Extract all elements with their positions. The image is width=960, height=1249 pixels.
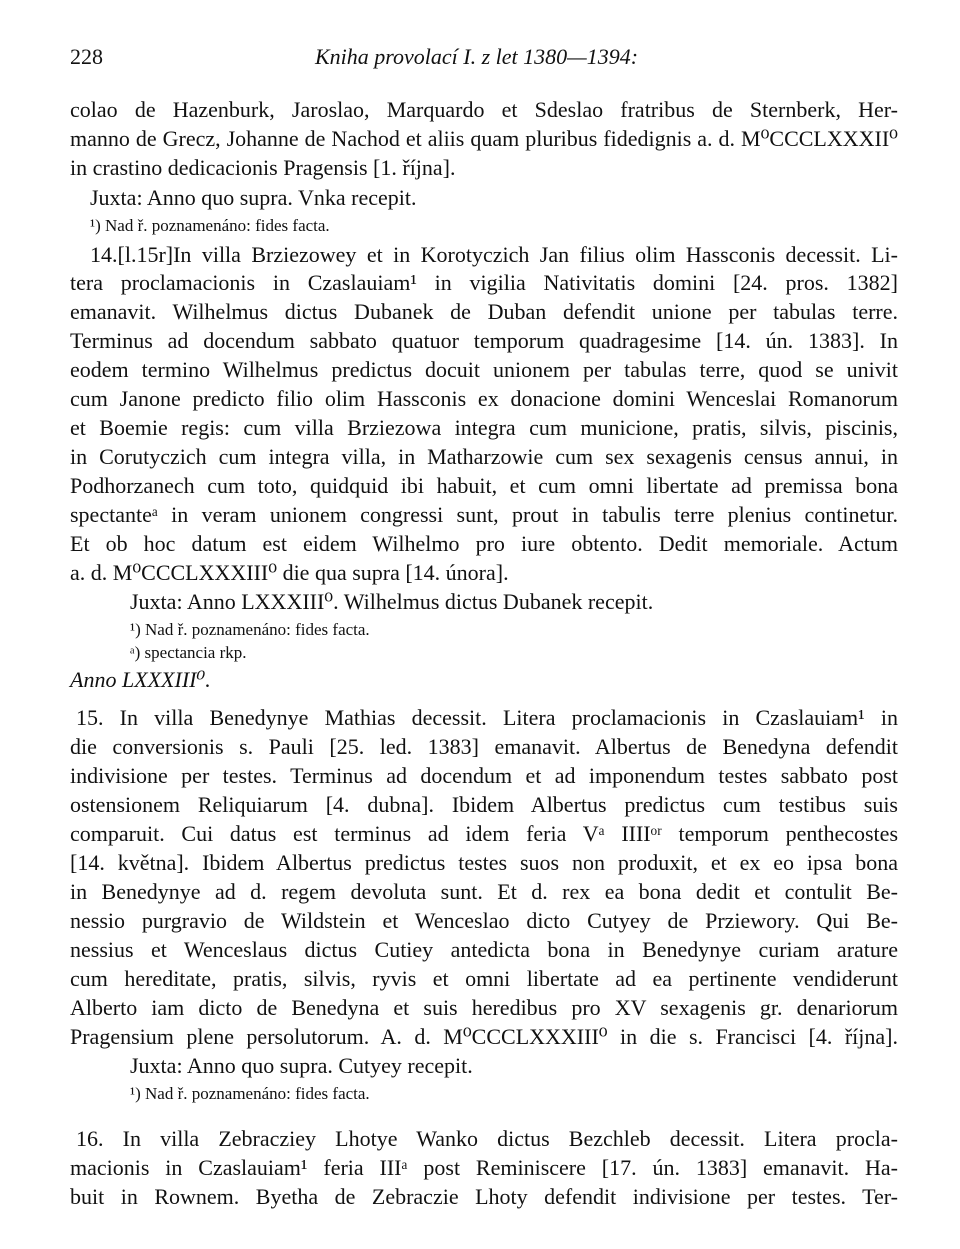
text-line: Et ob hoc datum est eidem Wilhelmo pro iure obtento. Dedit memoriale. Actum: [70, 531, 898, 556]
text-line: emanavit. Wilhelmus dictus Dubanek de Duban defendit unione per tabulas terre.: [70, 299, 898, 324]
text-line: tera proclamacionis in Czaslauiam¹ in vigilia Nativitatis domini [24. pros. 1382]: [70, 270, 898, 295]
text-line: in Corutyczich cum integra villa, in Matharzowie cum sex sexagenis census annui, in: [70, 444, 898, 469]
entry-15-first-line: 15. In villa Benedynye Mathias decessit. Litera proclamacionis in Czaslauiam¹ in: [76, 705, 898, 730]
text-line: Pragensium plene persolutorum. A. d. M⁰CCCLXXXIII⁰ in die s. Francisci [4. října].: [70, 1024, 898, 1049]
entry-14-first-line: 14.[l.15r]In villa Brziezowey et in Korotyczich Jan filius olim Hassconis decessit. Li-: [90, 242, 898, 267]
text-line: nessius et Wenceslaus dictus Cutiey antedicta bona in Benedynye curiam arature: [70, 937, 898, 962]
year-heading: Anno LXXXIII⁰.: [70, 667, 211, 692]
text-line: manno de Grecz, Johanne de Nachod et aliis quam pluribus fidedignis a. d. M⁰CCCLXXXII⁰: [70, 126, 898, 151]
page-header: [70, 42, 898, 72]
footnote: ¹) Nad ř. poznamenáno: fides facta.: [130, 1084, 370, 1103]
text-line: macionis in Czaslauiam¹ feria IIIᵃ post Reminiscere [17. ún. 1383] emanavit. Ha-: [70, 1155, 898, 1180]
footnote: ¹) Nad ř. poznamenáno: fides facta.: [130, 620, 370, 639]
text-line: comparuit. Cui datus est terminus ad idem feria Vᵃ IIIIᵒʳ temporum penthecostes: [70, 821, 898, 846]
juxta-note: Juxta: Anno quo supra. Cutyey recepit.: [130, 1053, 473, 1078]
text-line: spectanteᵃ in veram unionem congressi sunt, prout in tabulis terre plenius continetur.: [70, 502, 898, 527]
text-line: die conversionis s. Pauli [25. led. 1383] emanavit. Albertus de Benedyna defendit: [70, 734, 898, 759]
page-number: 228: [70, 44, 103, 69]
running-title: Kniha provolací I. z let 1380—1394:: [315, 44, 639, 69]
text-line: eodem termino Wilhelmus predictus docuit unionem per tabulas terre, quod se univit: [70, 357, 898, 382]
text-line: Alberto iam dicto de Benedyna et suis heredibus pro XV sexagenis gr. denariorum: [70, 995, 898, 1020]
text-line: in crastino dedicacionis Pragensis [1. října].: [70, 155, 456, 180]
text-line: buit in Rownem. Byetha de Zebraczie Lhoty defendit indivisione per testes. Ter-: [70, 1184, 898, 1209]
text-line: nessio purgravio de Wildstein et Wenceslao dicto Cutyey de Prziewory. Qui Be-: [70, 908, 898, 933]
text-line: ostensionem Reliquiarum [4. dubna]. Ibidem Albertus predictus cum testibus suis: [70, 792, 898, 817]
footnote: ¹) Nad ř. poznamenáno: fides facta.: [90, 216, 330, 235]
text-line: indivisione per testes. Terminus ad docendum et ad imponendum testes sabbato post: [70, 763, 898, 788]
text-line: Podhorzanech cum toto, quidquid ibi habuit, et cum omni libertate ad premissa bona: [70, 473, 898, 498]
text-line: in Benedynye ad d. regem devoluta sunt. Et d. rex ea bona dedit et contulit Be-: [70, 879, 898, 904]
juxta-note: Juxta: Anno LXXXIII⁰. Wilhelmus dictus Dubanek recepit.: [130, 589, 654, 614]
entry-16-first-line: 16. In villa Zebracziey Lhotye Wanko dictus Bezchleb decessit. Litera procla-: [76, 1126, 898, 1151]
text-line: a. d. M⁰CCCLXXXIII⁰ die qua supra [14. února].: [70, 560, 509, 585]
footnote: ᵃ) spectancia rkp.: [130, 643, 247, 662]
text-line: Terminus ad docendum sabbato quatuor temporum quadragesime [14. ún. 1383]. In: [70, 328, 898, 353]
text-line: cum Janone predicto filio olim Hassconis ex donacione domini Wenceslai Romanorum: [70, 386, 898, 411]
juxta-note: Juxta: Anno quo supra. Vnka recepit.: [90, 185, 417, 210]
text-line: colao de Hazenburk, Jaroslao, Marquardo et Sdeslao fratribus de Sternberk, Her-: [70, 97, 898, 122]
text-line: [14. května]. Ibidem Albertus predictus testes suos non produxit, et ex eo ipsa bona: [70, 850, 898, 875]
text-line: et Boemie regis: cum villa Brziezowa integra cum municione, pratis, silvis, piscinis,: [70, 415, 898, 440]
text-line: cum hereditate, pratis, silvis, ryvis et omni libertate ad ea pertinente vendiderunt: [70, 966, 898, 991]
